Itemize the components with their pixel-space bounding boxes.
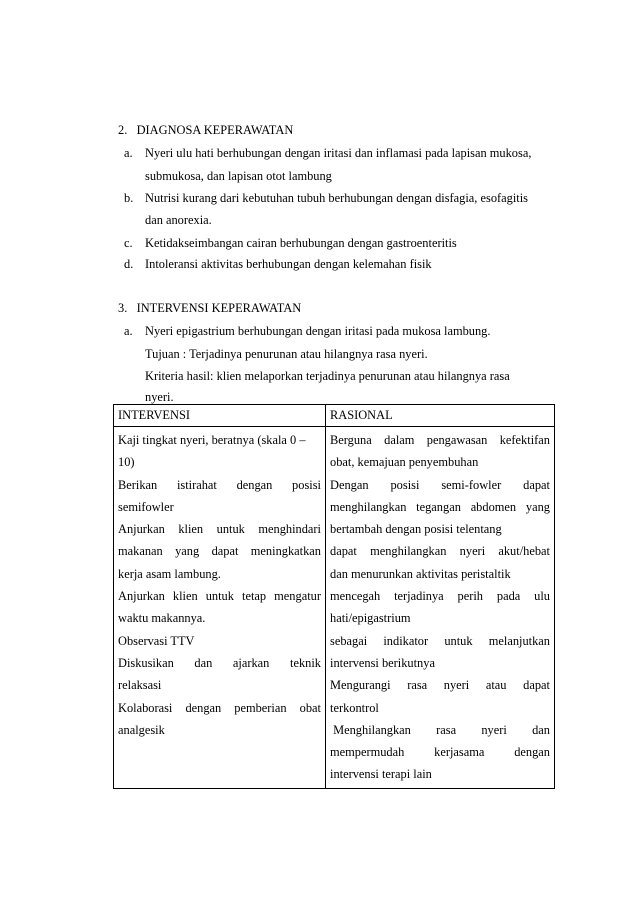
rasional-line: menghilangkan tegangan abdomen yang <box>330 499 550 514</box>
intervensi-line: Observasi TTV <box>118 633 195 648</box>
intervensi-line: relaksasi <box>118 678 162 693</box>
intervention-table <box>113 404 555 789</box>
diagnosis-item-b-line1: Nutrisi kurang dari kebutuhan tubuh berhubungan dengan disfagia, esofagitis <box>145 191 528 205</box>
rasional-line: hati/epigastrium <box>330 611 411 626</box>
rasional-line: obat, kemajuan penyembuhan <box>330 455 479 470</box>
section-3-number: 3. <box>118 301 128 315</box>
rasional-line: Berguna dalam pengawasan kefektifan <box>330 433 550 447</box>
diagnosis-item-d-line1: Intoleransi aktivitas berhubungan dengan kelemahan fisik <box>145 257 432 271</box>
intervention-kriteria-line1: Kriteria hasil: klien melaporkan terjadinya penurunan atau hilangnya rasa <box>145 369 510 383</box>
intervensi-line: makanan yang dapat meningkatkan <box>118 544 321 559</box>
rasional-line: intervensi terapi lain <box>330 767 432 782</box>
table-row <box>114 427 555 789</box>
rasional-line: dapat menghilangkan nyeri akut/hebat <box>330 544 550 559</box>
table-header-row <box>114 405 555 427</box>
rasional-line: bertambah dengan posisi telentang <box>330 522 502 537</box>
intervensi-line: Berikan istirahat dengan posisi <box>118 477 321 492</box>
intervensi-line: waktu makannya. <box>118 611 206 626</box>
diagnosis-item-a-line1: Nyeri ulu hati berhubungan dengan iritasi dan inflamasi pada lapisan mukosa, <box>145 146 532 160</box>
section-2-title: DIAGNOSA KEPERAWATAN <box>136 123 294 137</box>
section-3-heading <box>118 300 301 316</box>
intervention-kriteria-line2: nyeri. <box>145 390 174 404</box>
section-3-title: INTERVENSI KEPERAWATAN <box>136 301 302 315</box>
intervensi-line: Kaji tingkat nyeri, beratnya (skala 0 – <box>118 433 306 447</box>
rasional-line: Menghilangkan rasa nyeri dan <box>330 722 550 737</box>
intervensi-line: analgesik <box>118 722 165 737</box>
intervensi-cell <box>114 427 326 789</box>
diagnosis-item-a-line2: submukosa, dan lapisan otot lambung <box>145 169 332 183</box>
rasional-line: terkontrol <box>330 700 379 715</box>
intervensi-line: semifowler <box>118 499 174 514</box>
intervention-tujuan: Tujuan : Terjadinya penurunan atau hilangnya rasa nyeri. <box>145 347 428 361</box>
rasional-line: mencegah terjadinya perih pada ulu <box>330 589 550 604</box>
table-header-rasional: RASIONAL <box>326 405 555 427</box>
diagnosis-item-b-line2: dan anorexia. <box>145 213 212 227</box>
intervensi-line: Anjurkan klien untuk tetap mengatur <box>118 589 321 604</box>
rasional-cell <box>326 427 555 789</box>
section-2-number: 2. <box>118 123 128 137</box>
rasional-line: dan menurunkan aktivitas peristaltik <box>330 566 511 581</box>
diagnosis-item-c-marker: c. <box>124 236 133 250</box>
diagnosis-item-d-marker: d. <box>124 257 134 271</box>
diagnosis-item-a-marker: a. <box>124 146 133 160</box>
rasional-line: sebagai indikator untuk melanjutkan <box>330 633 550 648</box>
diagnosis-item-b-marker: b. <box>124 191 134 205</box>
table-header-intervensi: INTERVENSI <box>114 405 326 427</box>
diagnosis-item-c-line1: Ketidakseimbangan cairan berhubungan dengan gastroenteritis <box>145 236 457 250</box>
intervention-item-a-marker: a. <box>124 324 133 338</box>
intervensi-line: Kolaborasi dengan pemberian obat <box>118 700 321 715</box>
section-2-heading <box>118 122 293 138</box>
intervensi-line: 10) <box>118 455 135 470</box>
intervensi-line: kerja asam lambung. <box>118 566 221 581</box>
intervensi-line: Diskusikan dan ajarkan teknik <box>118 655 321 670</box>
rasional-line: Mengurangi rasa nyeri atau dapat <box>330 678 550 693</box>
intervensi-line: Anjurkan klien untuk menghindari <box>118 522 321 537</box>
intervention-item-a-text: Nyeri epigastrium berhubungan dengan iritasi pada mukosa lambung. <box>145 324 491 338</box>
rasional-line: intervensi berikutnya <box>330 655 435 670</box>
rasional-line: mempermudah kerjasama dengan <box>330 745 550 760</box>
rasional-line: Dengan posisi semi-fowler dapat <box>330 477 550 492</box>
